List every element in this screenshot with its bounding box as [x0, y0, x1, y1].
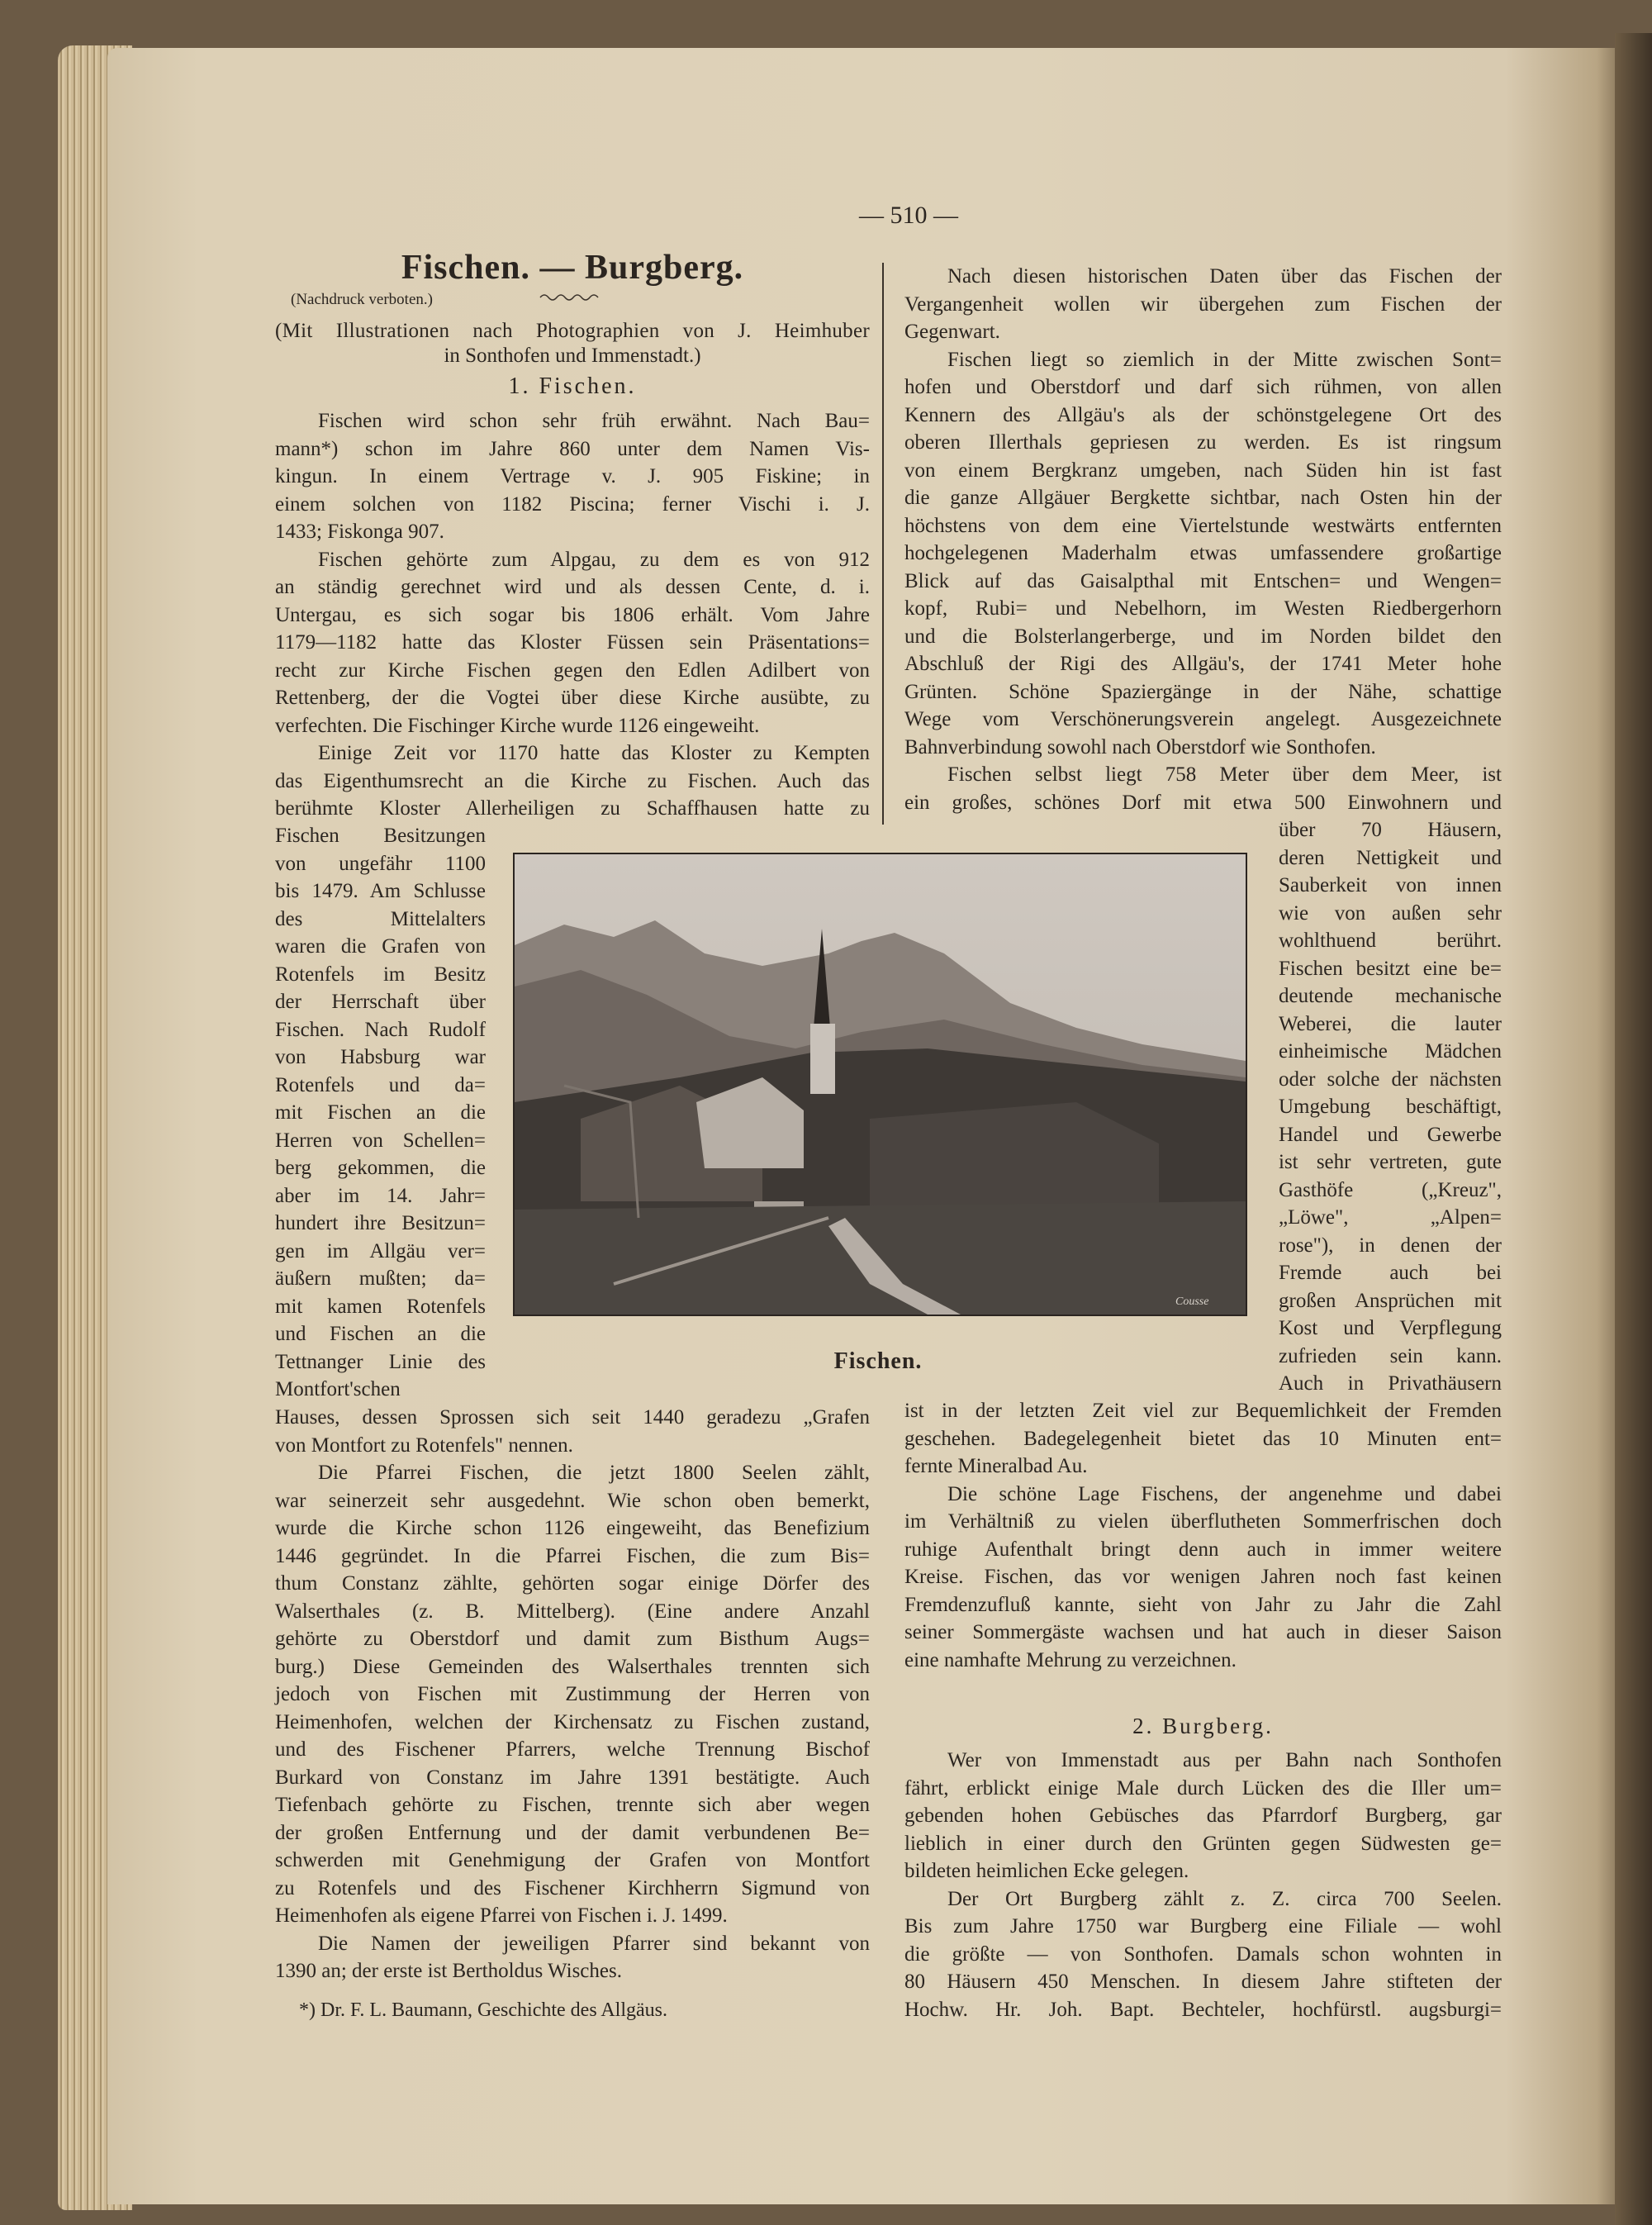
text-line: oberen Illerthals gepriesen zu werden. Es ist ringsum — [904, 431, 1502, 454]
text-line: Auch in Privathäusern — [1279, 1372, 1502, 1395]
text-line: ein großes, schönes Dorf mit etwa 500 Einwohnern und — [904, 791, 1502, 814]
text-line: zu Rotenfels und des Fischener Kirchherrn Sigmund von — [275, 1876, 870, 1899]
text-line: verfechten. Die Fischinger Kirche wurde 1126 eingeweiht. — [275, 714, 760, 737]
book-gutter — [1615, 33, 1652, 2225]
text-line: fährt, erblickt einige Male durch Lücken des die Iller um= — [904, 1776, 1502, 1799]
text-line: hochgelegenen Maderhalm etwas umfassendere großartige — [904, 542, 1502, 564]
text-line: höchstens von dem eine Viertelstunde westwärts entfernten — [904, 514, 1502, 537]
text-line: Walserthales (z. B. Mittelberg). (Eine andere Anzahl — [275, 1600, 870, 1623]
text-line: gehörte zu Oberstdorf und damit zum Bisthum Augs= — [275, 1628, 870, 1650]
text-line: 1433; Fiskonga 907. — [275, 521, 444, 543]
credits-line: in Sonthofen und Immenstadt.) — [444, 345, 701, 367]
right-column-top — [904, 263, 1502, 816]
text-line: 1179—1182 hatte das Kloster Füssen sein Präsentations= — [275, 631, 870, 654]
text-line: das Eigenthumsrecht an die Kirche zu Fischen. Auch das — [275, 769, 870, 792]
left-column-top — [275, 407, 870, 823]
text-line: und die Bolsterlangerberge, und im Norden bildet den — [904, 625, 1502, 648]
page-number: — 510 — — [859, 202, 958, 229]
text-line: Tettnanger Linie des — [275, 1350, 486, 1373]
text-line: berühmte Kloster Allerheiligen zu Schaffhausen hatte zu — [275, 797, 870, 820]
text-line: deren Nettigkeit und — [1279, 846, 1502, 869]
text-line: an ständig gerechnet wird und als dessen Cente, d. i. — [275, 576, 870, 598]
left-column-bottom — [275, 1404, 870, 1985]
text-line: hundert ihre Besitzun= — [275, 1212, 486, 1234]
column-rule — [882, 263, 884, 825]
text-line: 1390 an; der erste ist Bertholdus Wisches. — [275, 1960, 622, 1982]
text-line: Fischen wird schon sehr früh erwähnt. Nach Bau= — [318, 410, 870, 432]
text-line: Kreise. Fischen, das vor wenigen Jahren noch fast keinen — [904, 1566, 1502, 1588]
text-line: der großen Entfernung und der damit verbundenen Be= — [275, 1821, 870, 1844]
text-line: mit Fischen an die — [275, 1101, 486, 1124]
text-line: und Fischen an die — [275, 1323, 486, 1345]
text-line: Bahnverbindung sowohl nach Oberstdorf wie Sonthofen. — [904, 735, 1376, 758]
text-line: Umgebung beschäftigt, — [1279, 1096, 1502, 1118]
text-line: Heimenhofen als eigene Pfarrei von Fischen i. J. 1499. — [275, 1904, 728, 1927]
text-line: im Verhältniß zu vielen überflutheten Sommerfrischen doch — [904, 1510, 1502, 1533]
text-line: Die Namen der jeweiligen Pfarrer sind bekannt von — [318, 1932, 870, 1955]
text-line: Einige Zeit vor 1170 hatte das Kloster zu Kempten — [318, 742, 870, 764]
text-line: von Montfort zu Rotenfels" nennen. — [275, 1433, 573, 1457]
text-line: Wer von Immenstadt aus per Bahn nach Sonthofen — [947, 1749, 1502, 1771]
text-line: bis 1479. Am Schlusse — [275, 880, 486, 902]
text-line: von einem Bergkranz umgeben, nach Süden hin ist fast — [904, 459, 1502, 482]
text-line: von ungefähr 1100 — [275, 852, 486, 875]
text-line: berg gekommen, die — [275, 1157, 486, 1179]
text-line: 1446 gegründet. In die Pfarrei Fischen, die zum Bis= — [275, 1544, 870, 1567]
text-line: jedoch von Fischen mit Zustimmung der Herren von — [275, 1683, 870, 1705]
text-line: Herren von Schellen= — [275, 1129, 486, 1152]
text-line: geschehen. Badegelegenheit bietet das 10 Minuten ent= — [904, 1427, 1502, 1450]
text-line: Burkard von Constanz im Jahre 1391 bestätigte. Auch — [275, 1766, 870, 1789]
text-line: war seinerzeit sehr ausgedehnt. Wie schon oben bemerkt, — [275, 1489, 870, 1512]
text-line: Hochw. Hr. Joh. Bapt. Bechteler, hochfürstl. augsburgi= — [904, 1998, 1502, 2021]
text-line: Gegenwart. — [904, 321, 1000, 343]
text-line: ist sehr vertreten, gute — [1279, 1151, 1502, 1173]
text-line: Kennern des Allgäu's als der schönstgelegene Ort des — [904, 403, 1502, 426]
text-line: gen im Allgäu ver= — [275, 1239, 486, 1262]
text-line: seiner Sommergäste wachsen und hat auch in dieser Saison — [904, 1621, 1502, 1643]
text-line: Nach diesen historischen Daten über das Fischen der — [947, 265, 1502, 288]
text-line: Die Pfarrei Fischen, die jetzt 1800 Seelen zählt, — [318, 1462, 870, 1484]
text-line: Rettenberg, der die Vogtei über diese Kirche ausübte, zu — [275, 687, 870, 709]
section-heading-burgberg: 2. Burgberg. — [1132, 1714, 1274, 1738]
text-line: Fischen selbst liegt 758 Meter über dem Meer, ist — [947, 763, 1502, 786]
text-line: bildeten heimlichen Ecke gelegen. — [904, 1860, 1189, 1882]
text-line: von Habsburg war — [275, 1046, 486, 1068]
text-line: Fischen liegt so ziemlich in der Mitte zwischen Sont= — [947, 348, 1502, 371]
text-line: burg.) Diese Gemeinden des Walserthales trennten sich — [275, 1655, 870, 1678]
text-line: rose"), in denen der — [1279, 1234, 1502, 1257]
text-line: Fischen. Nach Rudolf — [275, 1018, 486, 1041]
text-line: hofen und Oberstdorf und darf sich rühmen, von allen — [904, 376, 1502, 398]
text-line: kingun. In einem Vertrage v. J. 905 Fiskine; in — [275, 465, 870, 487]
text-line: Rotenfels im Besitz — [275, 963, 486, 986]
photo-caption: Fischen. — [833, 1348, 923, 1374]
section-heading-fischen: 1. Fischen. — [508, 373, 637, 399]
text-line: Fremde auch bei — [1279, 1262, 1502, 1284]
village-illustration — [515, 854, 1246, 1315]
credits-line: (Mit Illustrationen nach Photographien von J. Heimhuber — [275, 320, 870, 342]
text-line: Rotenfels und da= — [275, 1073, 486, 1096]
text-line: thum Constanz zählte, gehörten sogar einige Dörfer des — [275, 1572, 870, 1595]
text-line: ruhige Aufenthalt bringt denn auch in immer weitere — [904, 1538, 1502, 1561]
text-line: Sauberkeit von innen — [1279, 874, 1502, 896]
text-line: eine namhafte Mehrung zu verzeichnen. — [904, 1648, 1237, 1671]
text-line: Bis zum Jahre 1750 war Burgberg eine Filiale — wohl — [904, 1915, 1502, 1937]
burgberg-text — [904, 1747, 1502, 2023]
text-line: Hauses, dessen Sprossen sich seit 1440 geradezu „Grafen — [275, 1406, 870, 1429]
text-line: Gasthöfe („Kreuz", — [1279, 1178, 1502, 1201]
text-line: einem solchen von 1182 Piscina; ferner Vischi i. J. — [275, 492, 870, 516]
text-line: Tiefenbach gehörte zu Fischen, trennte sich aber wegen — [275, 1794, 870, 1816]
text-line: oder solche der nächsten — [1279, 1067, 1502, 1091]
photo-signature: Cousse — [1175, 1296, 1209, 1308]
text-line: wurde die Kirche schon 1126 eingeweiht, das Benefizium — [275, 1517, 870, 1539]
text-line: Fremdenzufluß kannte, sieht von Jahr zu Jahr die Zahl — [904, 1593, 1502, 1616]
photo-fischen-village — [513, 853, 1247, 1316]
text-line: Wege vom Verschönerungsverein angelegt. Ausgezeichnete — [904, 708, 1502, 730]
reprint-note: (Nachdruck verboten.) — [291, 291, 433, 308]
text-line: äußern mußten; da= — [275, 1267, 486, 1290]
right-column-narrow — [1279, 816, 1502, 1398]
text-line: Blick auf das Gaisalpthal mit Entschen= und Wengen= — [904, 569, 1502, 592]
text-line: die größte — von Sonthofen. Damals schon wohnten in — [904, 1942, 1502, 1966]
text-line: Die schöne Lage Fischens, der angenehme und dabei — [947, 1482, 1502, 1505]
text-line: „Löwe", „Alpen= — [1279, 1206, 1502, 1229]
footnote: *) Dr. F. L. Baumann, Geschichte des Allgäus. — [299, 1999, 668, 2021]
text-line: mit kamen Rotenfels — [275, 1295, 486, 1318]
text-line: kopf, Rubi= und Nebelhorn, im Westen Riedbergerhorn — [904, 597, 1502, 620]
text-line: Handel und Gewerbe — [1279, 1123, 1502, 1146]
text-line: aber im 14. Jahr= — [275, 1184, 486, 1207]
text-line: großen Ansprüchen mit — [1279, 1289, 1502, 1312]
text-line: Weberei, die lauter — [1279, 1012, 1502, 1035]
text-line: über 70 Häusern, — [1279, 819, 1502, 841]
text-line: Fischen Besitzungen — [275, 825, 486, 847]
text-line: Fischen gehörte zum Alpgau, zu dem es von 912 — [318, 548, 870, 571]
left-column-narrow — [275, 822, 486, 1404]
ornament-squiggle — [539, 291, 605, 304]
text-line: schwerden mit Genehmigung der Grafen von Montfort — [275, 1849, 870, 1871]
text-line: 80 Häusern 450 Menschen. In diesem Jahre stifteten der — [904, 1971, 1502, 1993]
text-line: und des Fischener Pfarrers, welche Trennung Bischof — [275, 1738, 870, 1761]
text-line: Heimenhofen, welchen der Kirchensatz zu Fischen zustand, — [275, 1710, 870, 1733]
text-line: mann*) schon im Jahre 860 unter dem Namen Vis- — [275, 437, 870, 460]
text-line: Grünten. Schöne Spaziergänge in der Nähe, schattige — [904, 680, 1502, 703]
text-line: lieblich in einer durch den Grünten gegen Südwesten ge= — [904, 1832, 1502, 1855]
text-line: die ganze Allgäuer Bergkette sichtbar, nach Osten hin der — [904, 487, 1502, 509]
text-line: Fischen besitzt eine be= — [1279, 957, 1502, 980]
text-line: waren die Grafen von — [275, 935, 486, 958]
text-line: deutende mechanische — [1279, 985, 1502, 1007]
text-line: Vergangenheit wollen wir übergehen zum Fischen der — [904, 292, 1502, 316]
text-line: Montfort'schen — [275, 1378, 401, 1400]
text-line: zufrieden sein kann. — [1279, 1344, 1502, 1367]
text-line: recht zur Kirche Fischen gegen den Edlen Adilbert von — [275, 658, 870, 682]
text-line: wohlthuend berührt. — [1279, 929, 1502, 952]
text-line: Abschluß der Rigi des Allgäu's, der 1741 Meter hohe — [904, 653, 1502, 675]
text-line: des Mittelalters — [275, 907, 486, 930]
text-line: ist in der letzten Zeit viel zur Bequemlichkeit der Fremden — [904, 1400, 1502, 1422]
text-line: der Herrschaft über — [275, 991, 486, 1013]
illustration-credits — [275, 319, 870, 368]
text-line: wie von außen sehr — [1279, 901, 1502, 925]
text-line: gebenden hohen Gebüsches das Pfarrdorf Burgberg, gar — [904, 1804, 1502, 1827]
article-title: Fischen. — Burgberg. — [401, 249, 744, 287]
text-line: fernte Mineralbad Au. — [904, 1455, 1088, 1477]
right-column-bottom — [904, 1397, 1502, 1674]
text-line: Untergau, es sich sogar bis 1806 erhält. Vom Jahre — [275, 603, 870, 626]
text-line: einheimische Mädchen — [1279, 1040, 1502, 1063]
text-line: Kost und Verpflegung — [1279, 1317, 1502, 1339]
text-line: Der Ort Burgberg zählt z. Z. circa 700 Seelen. — [947, 1887, 1502, 1910]
